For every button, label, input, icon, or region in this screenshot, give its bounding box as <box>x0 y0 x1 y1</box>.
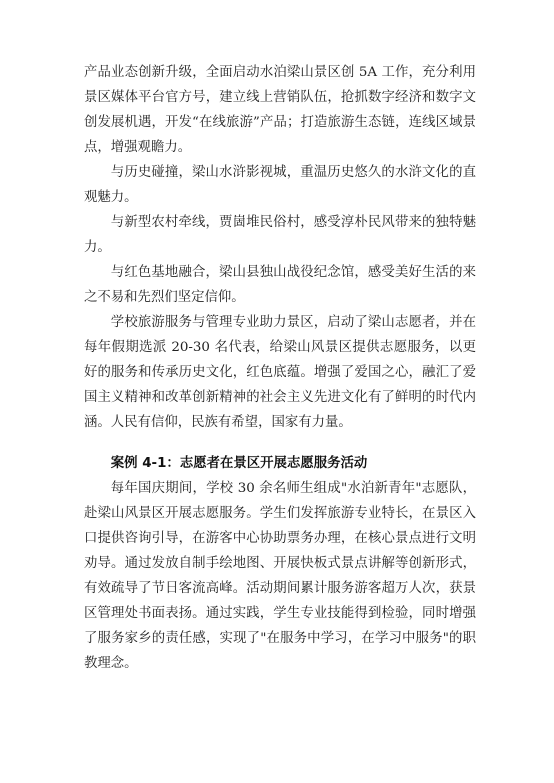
paragraph-history: 与历史碰撞，梁山水浒影视城，重温历史悠久的水浒文化的直观魅力。 <box>84 165 476 205</box>
paragraph-red-base: 与红色基地融合，梁山县独山战役纪念馆，感受美好生活的来之不易和先烈们坚定信仰。 <box>84 265 476 305</box>
document-body <box>84 60 476 676</box>
paragraph-5a-upgrade: 产品业态创新升级，全面启动水泊梁山景区创 5A 工作，充分利用景区媒体平台官方号，建立线上营销队伍，抢抓数字经济和数字文创发展机遇，开发“在线旅游”产品；打造旅游生态链，连线区域景点，增强观瞻力。 <box>84 65 476 155</box>
paragraph-volunteers: 学校旅游服务与管理专业助力景区，启动了梁山志愿者，并在每年假期选派 20-30 名代表，给梁山风景区提供志愿服务，以更好的服务和传承历史文化，红色底蕴。增强了爱国之心，融汇了爱国主义精神和改革创新精神的社会主义先进文化有了鲜明的时代内涵。人民有信仰，民族有希望，国家有力量。 <box>84 315 476 430</box>
section-spacer <box>84 435 476 451</box>
case-paragraph: 每年国庆期间，学校 30 余名师生组成"水泊新青年"志愿队，赴梁山风景区开展志愿服务。学生们发挥旅游专业特长，在景区入口提供咨询引导，在游客中心协助票务办理，在核心景点进行文明劝导。通过发放自制手绘地图、开展快板式景点讲解等创新形式，有效疏导了节日客流高峰。活动期间累计服务游客超万人次，获景区管理处书面表扬。通过实践，学生专业技能得到检验，同时增强了服务家乡的责任感，实现了"在服务中学习，在学习中服务"的职教理念。 <box>84 481 476 671</box>
case-heading: 案例 4-1：志愿者在景区开展志愿服务活动 <box>110 456 368 471</box>
paragraph-rural: 与新型农村牵线，贾崮堆民俗村，感受淳朴民风带来的独特魅力。 <box>84 215 476 255</box>
